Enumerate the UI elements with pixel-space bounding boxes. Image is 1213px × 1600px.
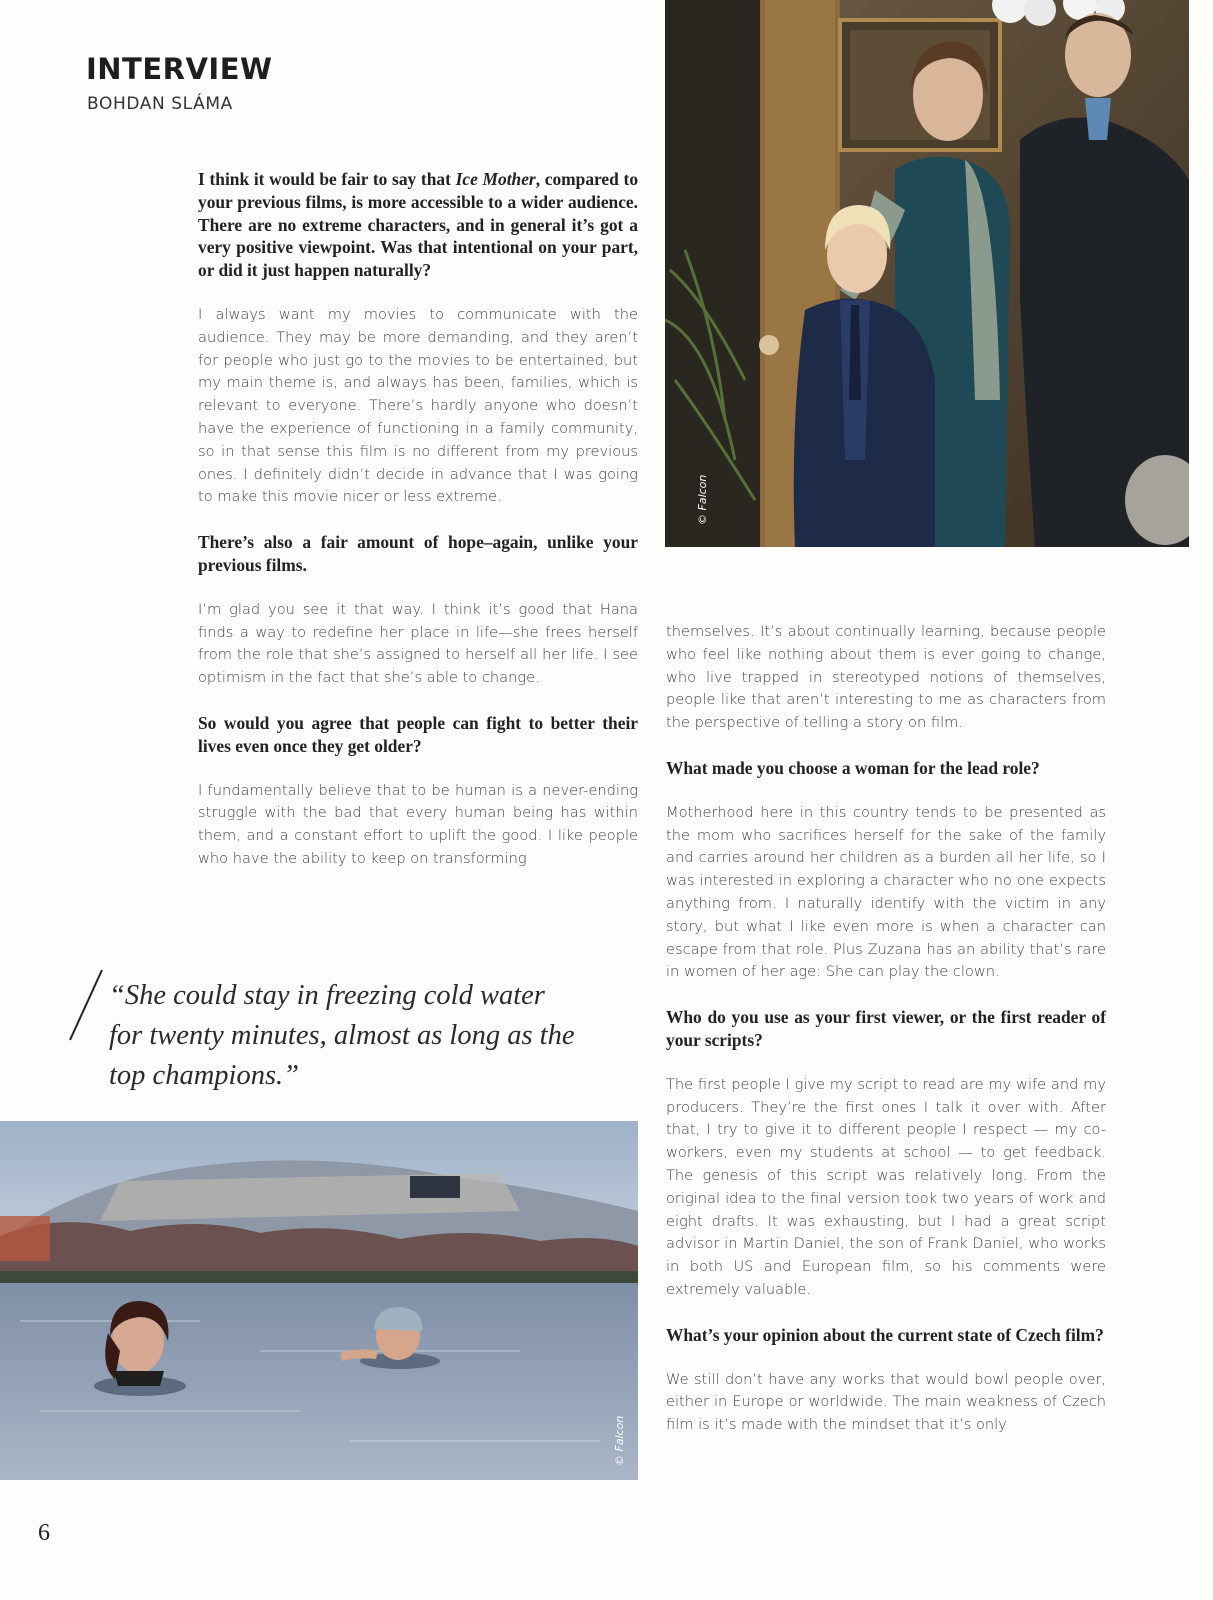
interviewee-name: BOHDAN SLÁMA xyxy=(87,94,233,114)
answer-3: I fundamentally believe that to be human is a never-ending struggle with the bad that every human being has within them, and a constant effort to uplift the good. I like people who have the ability to keep on transforming xyxy=(198,781,638,867)
question-5: Who do you use as your first viewer, or the first reader of your scripts? xyxy=(666,1007,1106,1050)
answer-3-continued: themselves. It’s about continually learning, because people who feel like nothing about them is ever going to change, who live trapped in stereotyped notions of themselves, people like that aren’t interesting to me as characters from the perspective of telling a story on film. xyxy=(666,623,1106,732)
answer-2: I’m glad you see it that way. I think it’s good that Hana finds a way to redefine her place in life—she frees herself from the role that she’s assigned to herself all her life. I see optimism in the fact that she’s able to change. xyxy=(198,600,638,687)
swimmers-photo-image xyxy=(0,1121,638,1480)
page-number: 6 xyxy=(38,1520,50,1546)
pull-quote: “She could stay in freezing cold water for twenty minutes, almost as long as the top champions.” xyxy=(109,980,575,1091)
left-column xyxy=(198,168,638,871)
answer-1: I always want my movies to communicate with the audience. They may be more demanding, and they aren’t for people who just go to the movies to be entertained, but my main theme is, and always has been, families, which is relevant to everyone. There’s hardly anyone who doesn’t have the experience of functioning in a family community, so in that sense this film is no different from my previous ones. I definitely didn’t decide in advance that I was going to make this movie nicer or less extreme. xyxy=(198,305,638,506)
question-4: What made you choose a woman for the lead role? xyxy=(666,757,1040,778)
photo-credit-top: © Falcon xyxy=(696,474,709,525)
answer-5: The first people I give my script to read are my wife and my producers. They’re the first ones I talk it over with. After that, I try to give it to different people I respect — my co-workers, even my students at school — to get feedback. The genesis of this script was relatively long. From the original idea to the final version took two years of work and eight drafts. It was exhausting, but I had a great script advisor in Martin Daniel, the son of Frank Daniel, who works in both US and European film, so his comments were extremely valuable. xyxy=(666,1075,1106,1298)
photo-credit-bottom: © Falcon xyxy=(613,1415,626,1466)
question-2: There’s also a fair amount of hope–again, unlike your previous films. xyxy=(198,532,638,575)
question-1: I think it would be fair to say that Ice Mother, compared to your previous films, is more accessible to a wider audience. There are no extreme characters, and in general it’s got a very positive viewpoint. Was that intentional on your part, or did it just happen naturally? xyxy=(198,169,639,281)
family-photo xyxy=(665,0,1189,547)
pullquote-slash xyxy=(66,968,106,1042)
question-3: So would you agree that people can fight to better their lives even once they get older? xyxy=(198,712,638,756)
right-column xyxy=(666,621,1106,1437)
swimmers-photo xyxy=(0,1121,638,1480)
family-photo-image xyxy=(665,0,1189,547)
question-6: What’s your opinion about the current state of Czech film? xyxy=(666,1324,1104,1345)
section-title: INTERVIEW xyxy=(86,52,273,86)
answer-4: Motherhood here in this country tends to be presented as the mom who sacrifices herself for the sake of the family and carries around her children as a burden all her life, so I was interested in exploring a character who no one expects anything from. I naturally identify with the victim in any story, but what I like even more is when a character can escape from that role. Plus Zuzana has an ability that’s rare in women of her age: She can play the clown. xyxy=(666,803,1106,981)
answer-6: We still don’t have any works that would bowl people over, either in Europe or worldwide. The main weakness of Czech film is it’s made with the mindset that it’s only xyxy=(666,1370,1106,1434)
